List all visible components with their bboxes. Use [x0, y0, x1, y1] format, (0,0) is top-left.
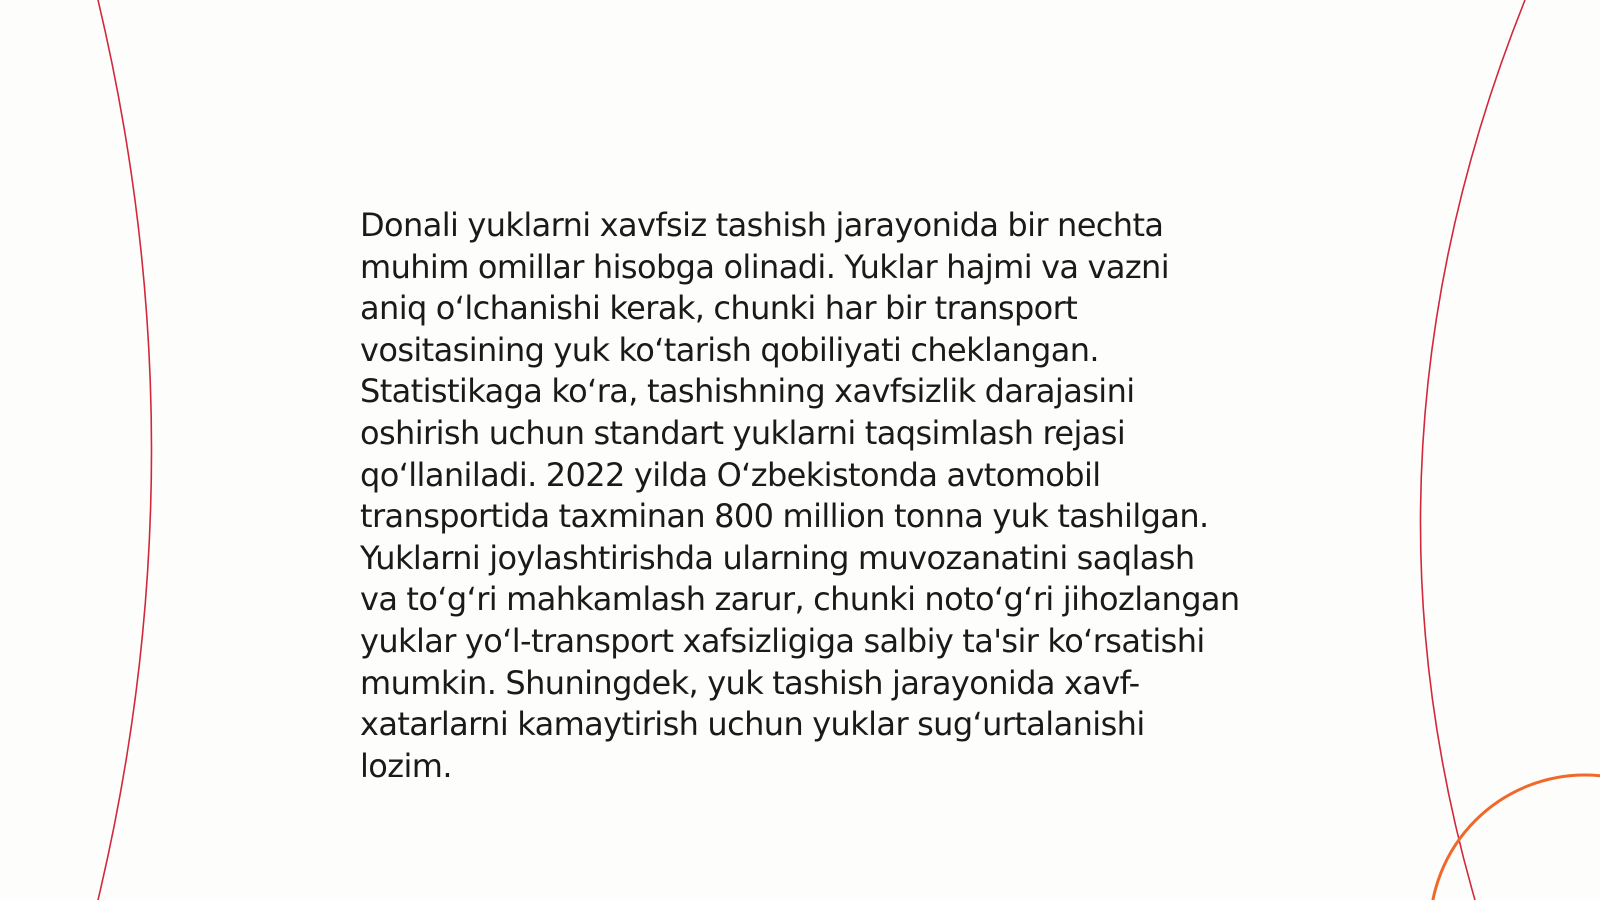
body-paragraph: Donali yuklarni xavfsiz tashish jarayonida bir nechta muhim omillar hisobga olinadi. Yuklar hajmi va vazni aniq oʻlchanishi kerak, chunki har bir transport vositasining yuk koʻtarish qobiliyati cheklangan. Statistikaga koʻra, tashishning xavfsizlik darajasini oshirish uchun standart yuklarni taqsimlash rejasi qoʻllaniladi. 2022 yilda Oʻzbekistonda avtomobil transportida taxminan 800 million tonna yuk tashilgan. Yuklarni joylashtirishda ularning muvozanatini saqlash va toʻgʻri mahkamlash zarur, chunki notoʻgʻri jihozlangan yuklar yoʻl-transport xafsizligiga salbiy ta'sir koʻrsatishi mumkin. Shuningdek, yuk tashish jarayonida xavf-xatarlarni kamaytirish uchun yuklar sugʻurtalanishi lozim.: [360, 206, 1240, 785]
left-arc-line: [98, 0, 152, 900]
orange-accent-circle: [1430, 775, 1600, 900]
right-arc-line: [1420, 0, 1525, 900]
